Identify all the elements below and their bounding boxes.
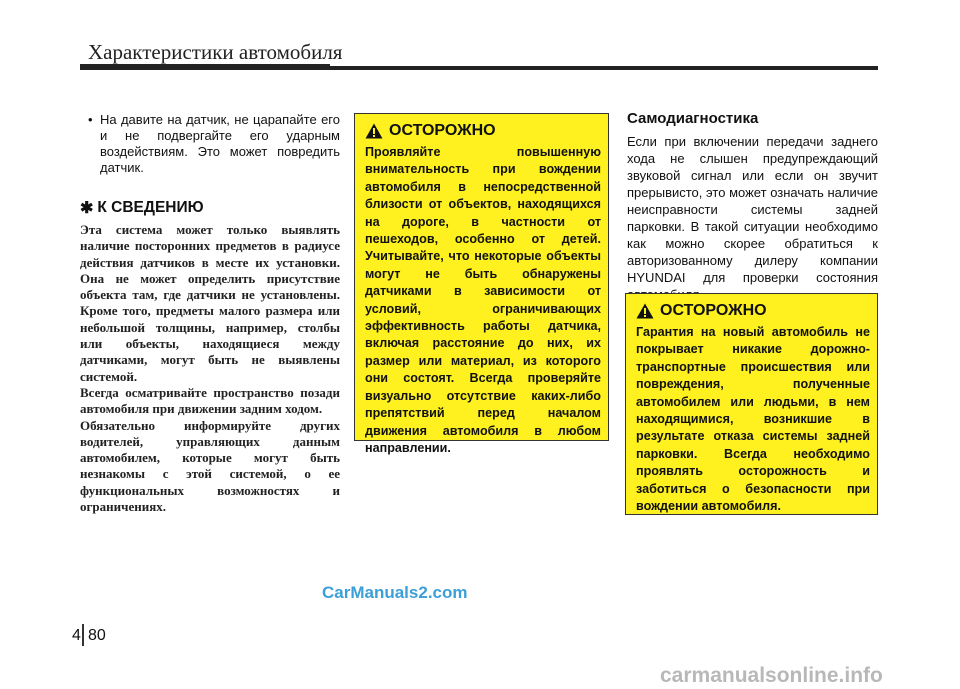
chapter-number: 4	[72, 627, 81, 644]
note-body	[80, 222, 340, 515]
warning-title	[636, 302, 870, 320]
bullet-dot-icon: •	[88, 112, 93, 127]
warning-title-text: ОСТОРОЖНО	[660, 302, 767, 319]
watermark-link[interactable]: CarManuals2.com	[322, 583, 468, 602]
note-heading-text: К СВЕДЕНИЮ	[97, 199, 204, 216]
warning-triangle-icon	[636, 303, 654, 319]
note-paragraph: Эта система может только выявлять наличие посторонних предметов в радиусе действия датчиков в месте их установки. Она не может определить присутствие объекта там, где датчики не установлены. Кроме того, предметы малого размера или небольшой толщины, например, столбы или объекты, находящиеся между датчиками, могут быть не выявлены системой.	[80, 222, 340, 384]
warning-title	[365, 122, 601, 140]
section-text: Если при включении передачи заднего хода не слышен предупреждающий звуковой сигнал или если он звучит прерывисто, это может означать наличие неисправности системы задней парковки. В такой ситуации необходимо как можно скорее обратиться к авторизованному дилеру компании HYUNDAI для проверки состояния	[627, 134, 878, 285]
bullet-item	[80, 112, 340, 176]
warning-text: Гарантия на новый автомобиль не покрывает никакие дорожно-транспортные происшествия или повреждения, полученные автомобилем или людьми, в нем находящимися, возникшие в результате отказа системы задней парковки. Всегда необходимо проявлять осторожность и заботиться о безопасности при вождении автомобиля.	[636, 325, 870, 514]
section-title: Самодиагностика	[627, 110, 759, 127]
cross-star-icon: ✱	[80, 200, 94, 217]
page-number: 80	[88, 627, 106, 644]
note-heading	[80, 198, 340, 218]
bullet-text: На давите на датчик, не царапайте его и не подвергайте его ударным воздействиям. Это может повредить датчик.	[100, 112, 340, 175]
right-column	[627, 110, 878, 303]
warning-triangle-icon	[365, 123, 383, 139]
page-number-divider	[82, 624, 84, 646]
page-header-title: Характеристики автомобиля	[88, 40, 343, 64]
warning-box-right	[625, 293, 878, 515]
warning-title-text: ОСТОРОЖНО	[389, 122, 496, 139]
warning-box-center	[354, 113, 609, 455]
note-paragraph: Всегда осматривайте пространство позади автомобиля при движении задним ходом.	[80, 384, 340, 417]
note-paragraph: Обязательно информируйте других водителей, управляющих данным автомобилем, которые могут быть незнакомы с этой системой, о ее функциональных возможностях и ограничениях.	[80, 417, 340, 515]
left-column	[80, 112, 340, 515]
warning-text: Проявляйте повышенную внимательность при вождении автомобиля в непосредственной близости от объектов, находящихся на дороге, в частности от пешеходов, особенно от детей. Учитывайте, что некоторые объекты могут не быть обнаружены датчиками в зависимости от условий, ограничивающих эффективность работы датчика, включая расстояние до них, их размер или материал, из которого они состоят. Всегда проверяйте визуально отсутствие каких-либо препятствий перед началом движения автомобиля в любом направлении.	[365, 145, 601, 455]
header-rule-accent	[80, 64, 330, 70]
watermark-bottom: carmanualsonline.info	[660, 664, 883, 687]
